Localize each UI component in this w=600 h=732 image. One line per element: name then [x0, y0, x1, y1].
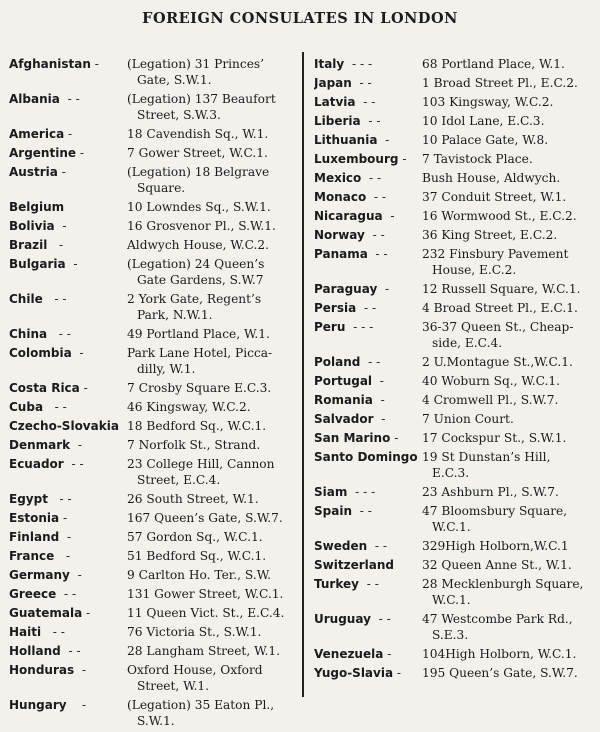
- country-name: Switzerland: [314, 558, 394, 572]
- consulate-address: [127, 256, 295, 288]
- leader-dashes: - -: [370, 612, 395, 626]
- leader-dashes: - -: [42, 292, 71, 306]
- consulate-entry: [314, 354, 594, 370]
- address-line: 26 South Street, W.1.: [127, 492, 259, 506]
- consulate-entry: [9, 291, 295, 323]
- country-name: Bolivia: [9, 219, 55, 233]
- consulate-entry: [314, 170, 594, 186]
- leader-dashes: -: [71, 346, 88, 360]
- consulate-entry: [314, 189, 594, 205]
- country-name: San Marino: [314, 431, 391, 445]
- consulate-entry: [314, 449, 594, 481]
- address-line: S.W.1.: [137, 714, 175, 728]
- consulate-entry: [9, 56, 295, 88]
- address-line: 7 Tavistock Place.: [422, 152, 533, 166]
- consulate-entry: [314, 484, 594, 500]
- address-line: 104High Holborn, W.C.1.: [422, 647, 577, 661]
- consulate-entry: [314, 503, 594, 535]
- address-line: 7 Gower Street, W.C.1.: [127, 146, 268, 160]
- consulate-entry: [314, 557, 594, 573]
- consulate-entry: [314, 538, 594, 554]
- address-line: 103 Kingsway, W.C.2.: [422, 95, 554, 109]
- consulate-address: [127, 548, 295, 564]
- country-name: China: [9, 327, 48, 341]
- address-line: 32 Queen Anne St., W.1.: [422, 558, 572, 572]
- address-line: Street, W.1.: [137, 679, 210, 693]
- leader-dashes: -: [64, 127, 77, 141]
- address-line: 9 Carlton Ho. Ter., S.W.: [127, 568, 271, 582]
- consulate-entry: [9, 510, 295, 526]
- consulate-address: [422, 665, 594, 681]
- leader-dashes: -: [69, 568, 86, 582]
- country-name: Poland: [314, 355, 361, 369]
- address-line: 40 Woburn Sq., W.C.1.: [422, 374, 561, 388]
- leader-dashes: -: [377, 133, 394, 147]
- country-name: Peru: [314, 320, 346, 334]
- consulate-address: [127, 56, 295, 88]
- consulate-address: [422, 170, 594, 186]
- address-line: Square.: [137, 181, 186, 195]
- country-name: Ecuador: [9, 457, 64, 471]
- country-name: Sweden: [314, 539, 368, 553]
- leader-dashes: -: [59, 530, 75, 544]
- consulate-address: [422, 449, 594, 481]
- country-name: France: [9, 549, 55, 563]
- address-line: Oxford House, Oxford: [127, 663, 263, 677]
- address-line: 10 Idol Lane, E.C.3.: [422, 114, 545, 128]
- consulate-entry: [9, 326, 295, 342]
- country-name: Chile: [9, 292, 43, 306]
- address-line: Park Lane Hotel, Picca-: [127, 346, 273, 360]
- consulate-entry: [9, 624, 295, 640]
- address-line: 10 Palace Gate, W.8.: [422, 133, 549, 147]
- consulate-address: [422, 411, 594, 427]
- consulate-address: [422, 113, 594, 129]
- leader-dashes: -: [390, 431, 403, 445]
- country-name: Nicaragua: [314, 209, 383, 223]
- address-line: 16 Wormwood St., E.C.2.: [422, 209, 577, 223]
- leader-dashes: -: [372, 393, 389, 407]
- consulate-address: [422, 538, 594, 554]
- address-line: (Legation) 31 Princes’: [127, 57, 265, 71]
- consulate-address: [127, 291, 295, 323]
- consulate-address: [422, 392, 594, 408]
- address-line: 17 Cockspur St., S.W.1.: [422, 431, 567, 445]
- country-name: Luxembourg: [314, 152, 399, 166]
- address-line: 76 Victoria St., S.W.1.: [127, 625, 262, 639]
- country-name: Holland: [9, 644, 61, 658]
- leader-dashes: -: [373, 412, 390, 426]
- leader-dashes: -: [74, 663, 90, 677]
- consulate-address: [422, 132, 594, 148]
- address-line: W.C.1.: [432, 593, 471, 607]
- address-line: W.C.1.: [432, 520, 471, 534]
- leader-dashes: -: [59, 511, 71, 525]
- address-line: 131 Gower Street, W.C.1.: [127, 587, 284, 601]
- consulate-entry: [9, 218, 295, 234]
- country-name: Costa Rica: [9, 381, 80, 395]
- consulate-address: [422, 151, 594, 167]
- consulate-address: [422, 56, 594, 72]
- consulate-address: [127, 418, 295, 434]
- consulate-address: [127, 605, 295, 621]
- leader-dashes: - -: [356, 301, 380, 315]
- country-name: Monaco: [314, 190, 367, 204]
- consulate-address: [422, 484, 594, 500]
- country-name: Panama: [314, 247, 368, 261]
- leader-dashes: - -: [41, 625, 69, 639]
- column-divider: [302, 52, 304, 697]
- consulate-entry: [314, 132, 594, 148]
- country-name: Uruguay: [314, 612, 371, 626]
- leader-dashes: -: [372, 374, 388, 388]
- consulate-address: [127, 491, 295, 507]
- consulate-entry: [314, 94, 594, 110]
- consulate-address: [422, 611, 594, 643]
- country-name: Lithuania: [314, 133, 378, 147]
- consulate-address: [127, 237, 295, 253]
- consulate-entry: [314, 411, 594, 427]
- address-line: Street, E.C.4.: [137, 473, 221, 487]
- consulate-address: [127, 399, 295, 415]
- country-name: Austria: [9, 165, 58, 179]
- consulate-address: [422, 430, 594, 446]
- country-name: Spain: [314, 504, 352, 518]
- leader-dashes: -: [70, 438, 86, 452]
- address-line: 1 Broad Street Pl., E.C.2.: [422, 76, 578, 90]
- address-line: Gate, S.W.1.: [137, 73, 212, 87]
- country-name: Estonia: [9, 511, 60, 525]
- address-line: 4 Cromwell Pl., S.W.7.: [422, 393, 559, 407]
- country-name: Honduras: [9, 663, 75, 677]
- address-line: 18 Bedford Sq., W.C.1.: [127, 419, 267, 433]
- address-line: 329High Holborn,W.C.1: [422, 539, 569, 553]
- address-line: (Legation) 18 Belgrave: [127, 165, 270, 179]
- address-line: 7 Crosby Square E.C.3.: [127, 381, 272, 395]
- country-name: Siam: [314, 485, 348, 499]
- address-line: Bush House, Aldwych.: [422, 171, 561, 185]
- leader-dashes: -: [54, 549, 74, 563]
- consulate-entry: [9, 126, 295, 142]
- leader-dashes: -: [57, 165, 70, 179]
- leader-dashes: -: [47, 238, 67, 252]
- leader-dashes: - -: [47, 327, 75, 341]
- leader-dashes: - -: [43, 400, 71, 414]
- address-line: (Legation) 24 Queen’s: [127, 257, 265, 271]
- consulate-entry: [314, 300, 594, 316]
- consulate-address: [422, 576, 594, 608]
- country-name: Santo Domingo: [314, 450, 418, 464]
- country-name: Persia: [314, 301, 357, 315]
- consulate-address: [127, 643, 295, 659]
- consulate-entry: [9, 380, 295, 396]
- leader-dashes: -: [393, 666, 405, 680]
- address-line: 195 Queen’s Gate, S.W.7.: [422, 666, 578, 680]
- address-line: 12 Russell Square, W.C.1.: [422, 282, 581, 296]
- country-name: Finland: [9, 530, 60, 544]
- consulate-entry: [9, 345, 295, 377]
- consulate-entry: [314, 75, 594, 91]
- leader-dashes: - -: [367, 539, 391, 553]
- address-line: 28 Langham Street, W.1.: [127, 644, 280, 658]
- consulate-entry: [314, 319, 594, 351]
- country-name: Cuba: [9, 400, 44, 414]
- address-line: (Legation) 35 Eaton Pl.,: [127, 698, 275, 712]
- consulate-address: [127, 145, 295, 161]
- leader-dashes: -: [66, 698, 91, 712]
- leader-dashes: - -: [361, 171, 386, 185]
- consulate-entry: [9, 399, 295, 415]
- consulate-entry: [314, 392, 594, 408]
- leader-dashes: - -: [60, 644, 85, 658]
- consulate-entry: [314, 665, 594, 681]
- consulate-address: [127, 456, 295, 488]
- leader-dashes: - -: [47, 492, 76, 506]
- consulate-address: [422, 246, 594, 278]
- leader-dashes: -: [65, 257, 82, 271]
- country-name: Haiti: [9, 625, 42, 639]
- consulate-address: [127, 199, 295, 215]
- address-line: 167 Queen’s Gate, S.W.7.: [127, 511, 283, 525]
- consulate-address: [127, 567, 295, 583]
- address-line: 2 U.Montague St.,W.C.1.: [422, 355, 573, 369]
- consulate-address: [422, 373, 594, 389]
- address-line: dilly, W.1.: [137, 362, 196, 376]
- consulate-address: [422, 281, 594, 297]
- country-name: Yugo-Slavia: [314, 666, 394, 680]
- address-line: 51 Bedford Sq., W.C.1.: [127, 549, 267, 563]
- consulate-entry: [314, 246, 594, 278]
- country-name: Salvador: [314, 412, 374, 426]
- address-line: 49 Portland Place, W.1.: [127, 327, 270, 341]
- consulate-address: [127, 697, 295, 729]
- consulate-entry: [9, 548, 295, 564]
- address-line: 7 Union Court.: [422, 412, 514, 426]
- country-name: Liberia: [314, 114, 361, 128]
- consulate-entry: [314, 56, 594, 72]
- leader-dashes: - -: [366, 190, 390, 204]
- consulate-address: [127, 586, 295, 602]
- leader-dashes: -: [79, 381, 92, 395]
- consulate-entry: [9, 605, 295, 621]
- country-name: Afghanistan: [9, 57, 91, 71]
- country-name: Brazil: [9, 238, 48, 252]
- consulate-address: [127, 126, 295, 142]
- consulate-entry: [9, 237, 295, 253]
- address-line: 23 College Hill, Cannon: [127, 457, 275, 471]
- consulate-entry: [9, 697, 295, 729]
- consulate-entry: [314, 430, 594, 446]
- consulate-address: [422, 503, 594, 535]
- country-name: Albania: [9, 92, 60, 106]
- country-name: Bulgaria: [9, 257, 66, 271]
- country-name: America: [9, 127, 65, 141]
- leader-dashes: - -: [358, 577, 383, 591]
- address-line: 11 Queen Vict. St., E.C.4.: [127, 606, 285, 620]
- leader-dashes: - -: [59, 92, 84, 106]
- consulate-address: [422, 300, 594, 316]
- consulate-address: [422, 189, 594, 205]
- consulate-entry: [314, 227, 594, 243]
- leader-dashes: - -: [364, 228, 389, 242]
- address-line: 68 Portland Place, W.1.: [422, 57, 565, 71]
- country-name: Romania: [314, 393, 373, 407]
- leader-dashes: -: [76, 146, 88, 160]
- country-name: Venezuela: [314, 647, 384, 661]
- consulate-address: [127, 437, 295, 453]
- leader-dashes: - -: [360, 114, 385, 128]
- consulate-entry: [314, 373, 594, 389]
- consulate-address: [422, 75, 594, 91]
- address-line: Street, S.W.3.: [137, 108, 221, 122]
- country-name: Paraguay: [314, 282, 378, 296]
- consulate-entry: [314, 611, 594, 643]
- address-line: 36 King Street, E.C.2.: [422, 228, 558, 242]
- leader-dashes: - -: [63, 457, 88, 471]
- leader-dashes: -: [377, 282, 394, 296]
- consulate-entry: [314, 576, 594, 608]
- address-line: 2 York Gate, Regent’s: [127, 292, 262, 306]
- address-line: Aldwych House, W.C.2.: [127, 238, 270, 252]
- address-line: 46 Kingsway, W.C.2.: [127, 400, 251, 414]
- leader-dashes: -: [382, 209, 399, 223]
- address-line: Gate Gardens, S.W.7: [137, 273, 264, 287]
- country-name: Portugal: [314, 374, 373, 388]
- leader-dashes: - - -: [344, 57, 376, 71]
- country-name: Germany: [9, 568, 70, 582]
- consulate-address: [422, 646, 594, 662]
- consulate-address: [127, 345, 295, 377]
- leader-dashes: - -: [351, 76, 376, 90]
- country-name: Argentine: [9, 146, 77, 160]
- consulate-entry: [9, 456, 295, 488]
- leader-dashes: - -: [352, 504, 376, 518]
- consulate-entry: [9, 662, 295, 694]
- address-line: 47 Westcombe Park Rd.,: [422, 612, 573, 626]
- leader-dashes: -: [82, 606, 95, 620]
- consulate-address: [127, 662, 295, 694]
- page-title: FOREIGN CONSULATES IN LONDON: [142, 10, 458, 27]
- address-line: (Legation) 137 Beaufort: [127, 92, 276, 106]
- consulate-address: [422, 354, 594, 370]
- leader-dashes: - -: [355, 95, 380, 109]
- consulate-entry: [9, 529, 295, 545]
- consulate-address: [127, 624, 295, 640]
- consulate-address: [422, 208, 594, 224]
- consulate-entry: [9, 586, 295, 602]
- leader-dashes: -: [398, 152, 411, 166]
- address-line: Park, N.W.1.: [137, 308, 213, 322]
- leader-dashes: - -: [360, 355, 385, 369]
- country-name: Japan: [314, 76, 352, 90]
- consulate-entry: [9, 164, 295, 196]
- consulate-entry: [9, 199, 295, 215]
- consulate-address: [127, 91, 295, 123]
- address-line: 16 Grosvenor Pl., S.W.1.: [127, 219, 276, 233]
- consulate-entry: [9, 567, 295, 583]
- consulate-address: [127, 529, 295, 545]
- country-name: Belgium: [9, 200, 65, 214]
- country-name: Hungary: [9, 698, 67, 712]
- country-name: Czecho-Slovakia: [9, 419, 119, 433]
- country-name: Egypt: [9, 492, 48, 506]
- address-line: 36-37 Queen St., Cheap-: [422, 320, 574, 334]
- country-name: Mexico: [314, 171, 362, 185]
- leader-dashes: -: [54, 219, 71, 233]
- leader-dashes: -: [90, 57, 103, 71]
- leader-dashes: - - -: [347, 485, 380, 499]
- address-line: 37 Conduit Street, W.1.: [422, 190, 567, 204]
- consulate-address: [127, 510, 295, 526]
- left-column: [9, 56, 295, 732]
- country-name: Greece: [9, 587, 57, 601]
- consulate-address: [422, 319, 594, 351]
- address-line: 23 Ashburn Pl., S.W.7.: [422, 485, 559, 499]
- address-line: 47 Bloomsbury Square,: [422, 504, 568, 518]
- consulate-entry: [314, 281, 594, 297]
- address-line: 28 Mecklenburgh Square,: [422, 577, 584, 591]
- country-name: Guatemala: [9, 606, 83, 620]
- country-name: Turkey: [314, 577, 359, 591]
- address-line: side, E.C.4.: [432, 336, 503, 350]
- address-line: E.C.3.: [432, 466, 470, 480]
- country-name: Norway: [314, 228, 365, 242]
- address-line: 19 St Dunstan’s Hill,: [422, 450, 551, 464]
- address-line: House, E.C.2.: [432, 263, 517, 277]
- consulate-entry: [9, 91, 295, 123]
- address-line: 232 Finsbury Pavement: [422, 247, 569, 261]
- consulate-address: [127, 326, 295, 342]
- address-line: S.E.3.: [432, 628, 469, 642]
- consulate-address: [422, 557, 594, 573]
- leader-dashes: - - -: [345, 320, 378, 334]
- consulate-entry: [314, 208, 594, 224]
- consulate-address: [422, 227, 594, 243]
- consulate-entry: [314, 151, 594, 167]
- address-line: 7 Norfolk St., Strand.: [127, 438, 261, 452]
- consulate-entry: [9, 643, 295, 659]
- leader-dashes: - -: [56, 587, 81, 601]
- consulate-entry: [9, 145, 295, 161]
- leader-dashes: -: [383, 647, 396, 661]
- consulate-entry: [314, 113, 594, 129]
- consulate-entry: [9, 256, 295, 288]
- consulate-address: [127, 380, 295, 396]
- consulate-entry: [9, 418, 295, 434]
- address-line: 57 Gordon Sq., W.C.1.: [127, 530, 263, 544]
- address-line: 4 Broad Street Pl., E.C.1.: [422, 301, 578, 315]
- address-line: 18 Cavendish Sq., W.1.: [127, 127, 269, 141]
- consulate-entry: [314, 646, 594, 662]
- consulate-entry: [9, 491, 295, 507]
- country-name: Latvia: [314, 95, 356, 109]
- address-line: 10 Lowndes Sq., S.W.1.: [127, 200, 271, 214]
- right-column: [314, 56, 594, 684]
- leader-dashes: - -: [367, 247, 392, 261]
- consulate-address: [422, 94, 594, 110]
- consulate-address: [127, 218, 295, 234]
- consulate-address: [127, 164, 295, 196]
- country-name: Denmark: [9, 438, 71, 452]
- country-name: Italy: [314, 57, 345, 71]
- country-name: Colombia: [9, 346, 72, 360]
- consulate-entry: [9, 437, 295, 453]
